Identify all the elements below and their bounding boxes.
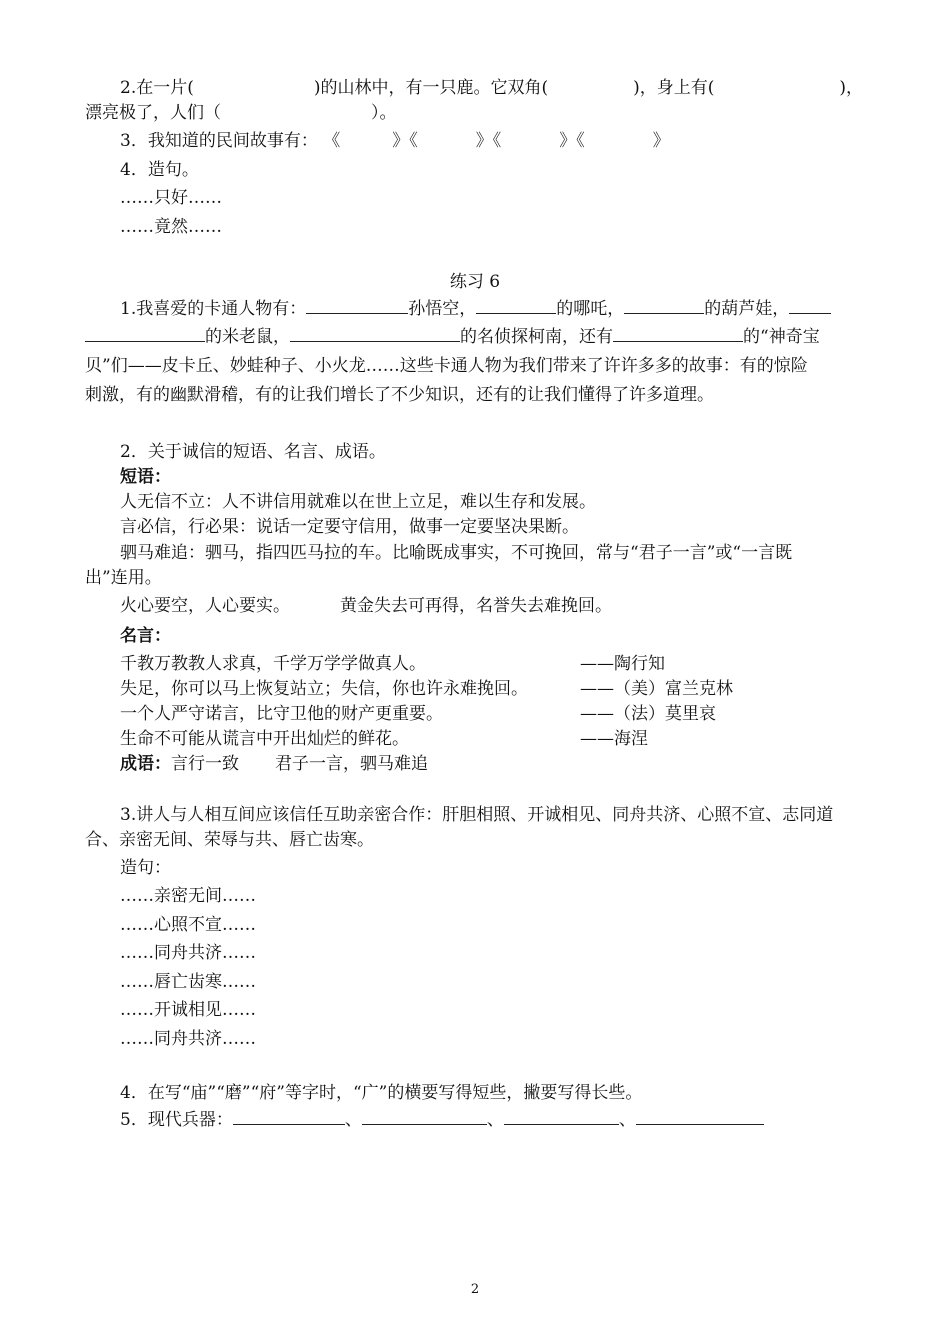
p1-line1 bbox=[120, 297, 831, 321]
quote-text: 生命不可能从谎言中开出灿烂的鲜花。 bbox=[120, 729, 409, 749]
fill-blank bbox=[306, 297, 408, 314]
book-mark: 《 bbox=[323, 131, 341, 151]
q3-make-label: 造句： bbox=[120, 858, 171, 878]
text: 5．现代兵器： bbox=[120, 1110, 233, 1130]
text: 的哪吒， bbox=[556, 299, 625, 319]
fill-blank bbox=[476, 297, 556, 314]
fill-blank bbox=[613, 325, 743, 342]
text: 3．我知道的民间故事有： bbox=[120, 131, 318, 151]
text: )的山林中，有一只鹿。它双角( bbox=[313, 78, 549, 98]
text: ）。 bbox=[371, 103, 397, 123]
q2-line2 bbox=[85, 101, 397, 125]
q2-line1 bbox=[120, 76, 863, 100]
phrase-item: 人无信不立：人不讲信用就难以在世上立足，难以生存和发展。 bbox=[120, 492, 596, 512]
text: 君子一言，驷马难追 bbox=[275, 754, 428, 774]
text: 孙悟空， bbox=[408, 299, 477, 319]
q3-item: ……心照不宣…… bbox=[120, 915, 256, 935]
quote-text: 一个人严守诺言，比守卫他的财产更重要。 bbox=[120, 704, 443, 724]
q3-item: ……开诚相见…… bbox=[120, 1000, 256, 1020]
q5-line bbox=[120, 1108, 764, 1132]
p1-line2 bbox=[85, 325, 820, 349]
idioms-label: 成语： bbox=[120, 754, 171, 774]
book-mark: 《 bbox=[576, 131, 585, 151]
phrase-item: 言必信，行必果：说话一定要守信用，做事一定要坚决果断。 bbox=[120, 517, 579, 537]
separator: 、 bbox=[344, 1110, 362, 1130]
text: 的葫芦娃， bbox=[704, 299, 790, 319]
phrase-extra bbox=[120, 594, 612, 618]
text: 的名侦探柯南，还有 bbox=[460, 327, 613, 347]
quotes-label: 名言： bbox=[120, 626, 171, 646]
fill-blank bbox=[290, 325, 460, 342]
text: 的米老鼠， bbox=[205, 327, 290, 347]
text: 漂亮极了，人们（ bbox=[85, 103, 221, 123]
fill-blank bbox=[233, 1108, 345, 1125]
book-mark: 》 bbox=[392, 131, 410, 151]
text: 1.我喜爱的卡通人物有： bbox=[120, 299, 307, 319]
fill-blank bbox=[624, 297, 704, 314]
book-mark: 》 bbox=[475, 131, 493, 151]
quote-author: ——（美）富兰克林 bbox=[580, 679, 733, 699]
quote-author: ——海涅 bbox=[580, 729, 648, 749]
book-mark: 《 bbox=[492, 131, 502, 151]
text: 言行一致 bbox=[171, 754, 239, 774]
quote-text: 千教万教教人求真，千学万学学做真人。 bbox=[120, 654, 426, 674]
separator: 、 bbox=[618, 1110, 636, 1130]
text: )，身上有( bbox=[633, 78, 715, 98]
p1-line3: 贝”们——皮卡丘、妙蛙种子、小火龙……这些卡通人物为我们带来了许许多多的故事：有的惊险 bbox=[85, 356, 808, 376]
q3-line1: 3.讲人与人相互间应该信任互助亲密合作：肝胆相照、开诚相见、同舟共济、心照不宣、志同道 bbox=[120, 805, 834, 825]
q3-folk-stories bbox=[120, 129, 670, 153]
q4-item: ……只好…… bbox=[120, 188, 222, 208]
q2-title: 2．关于诚信的短语、名言、成语。 bbox=[120, 442, 386, 462]
q3-item: ……唇亡齿寒…… bbox=[120, 972, 256, 992]
book-mark: 》 bbox=[559, 131, 577, 151]
text: 火心要空，人心要实。 bbox=[120, 596, 290, 616]
phrase-item: 驷马难追：驷马，指四匹马拉的车。比喻既成事实，不可挽回，常与“君子一言”或“一言既 bbox=[120, 543, 793, 563]
fill-blank bbox=[362, 1108, 487, 1125]
q3-line2: 合、亲密无间、荣辱与共、唇亡齿寒。 bbox=[85, 830, 374, 850]
separator: 、 bbox=[486, 1110, 504, 1130]
idioms-line bbox=[120, 752, 428, 776]
q3-item: ……同舟共济…… bbox=[120, 943, 256, 963]
book-mark: 《 bbox=[409, 131, 418, 151]
q4-line: 4．在写“庙”“磨”“府”等字时，“广”的横要写得短些，撇要写得长些。 bbox=[120, 1083, 643, 1103]
fill-blank bbox=[85, 325, 205, 342]
fill-blank bbox=[789, 297, 831, 314]
book-mark: 》 bbox=[652, 131, 670, 151]
fill-blank bbox=[636, 1108, 764, 1125]
text: 2.在一片( bbox=[120, 78, 194, 98]
quote-author: ——陶行知 bbox=[580, 654, 665, 674]
fill-blank bbox=[504, 1108, 619, 1125]
exercise-title: 练习 6 bbox=[449, 272, 501, 292]
q3-item: ……亲密无间…… bbox=[120, 886, 256, 906]
phrases-label: 短语： bbox=[120, 467, 171, 487]
page-number: 2 bbox=[470, 1282, 480, 1297]
quote-author: ——（法）莫里哀 bbox=[580, 704, 716, 724]
phrase-item: 出”连用。 bbox=[85, 568, 162, 588]
q3-item: ……同舟共济…… bbox=[120, 1029, 256, 1049]
text: 黄金失去可再得，名誉失去难挽回。 bbox=[340, 596, 612, 616]
p1-line4: 刺激，有的幽默滑稽，有的让我们增长了不少知识，还有的让我们懂得了许多道理。 bbox=[85, 385, 714, 405]
text: )， bbox=[839, 78, 864, 98]
text: 的“神奇宝 bbox=[743, 327, 820, 347]
quote-text: 失足，你可以马上恢复站立；失信，你也许永难挽回。 bbox=[120, 679, 528, 699]
q4-label: 4．造句。 bbox=[120, 160, 199, 180]
q4-item: ……竟然…… bbox=[120, 217, 222, 237]
